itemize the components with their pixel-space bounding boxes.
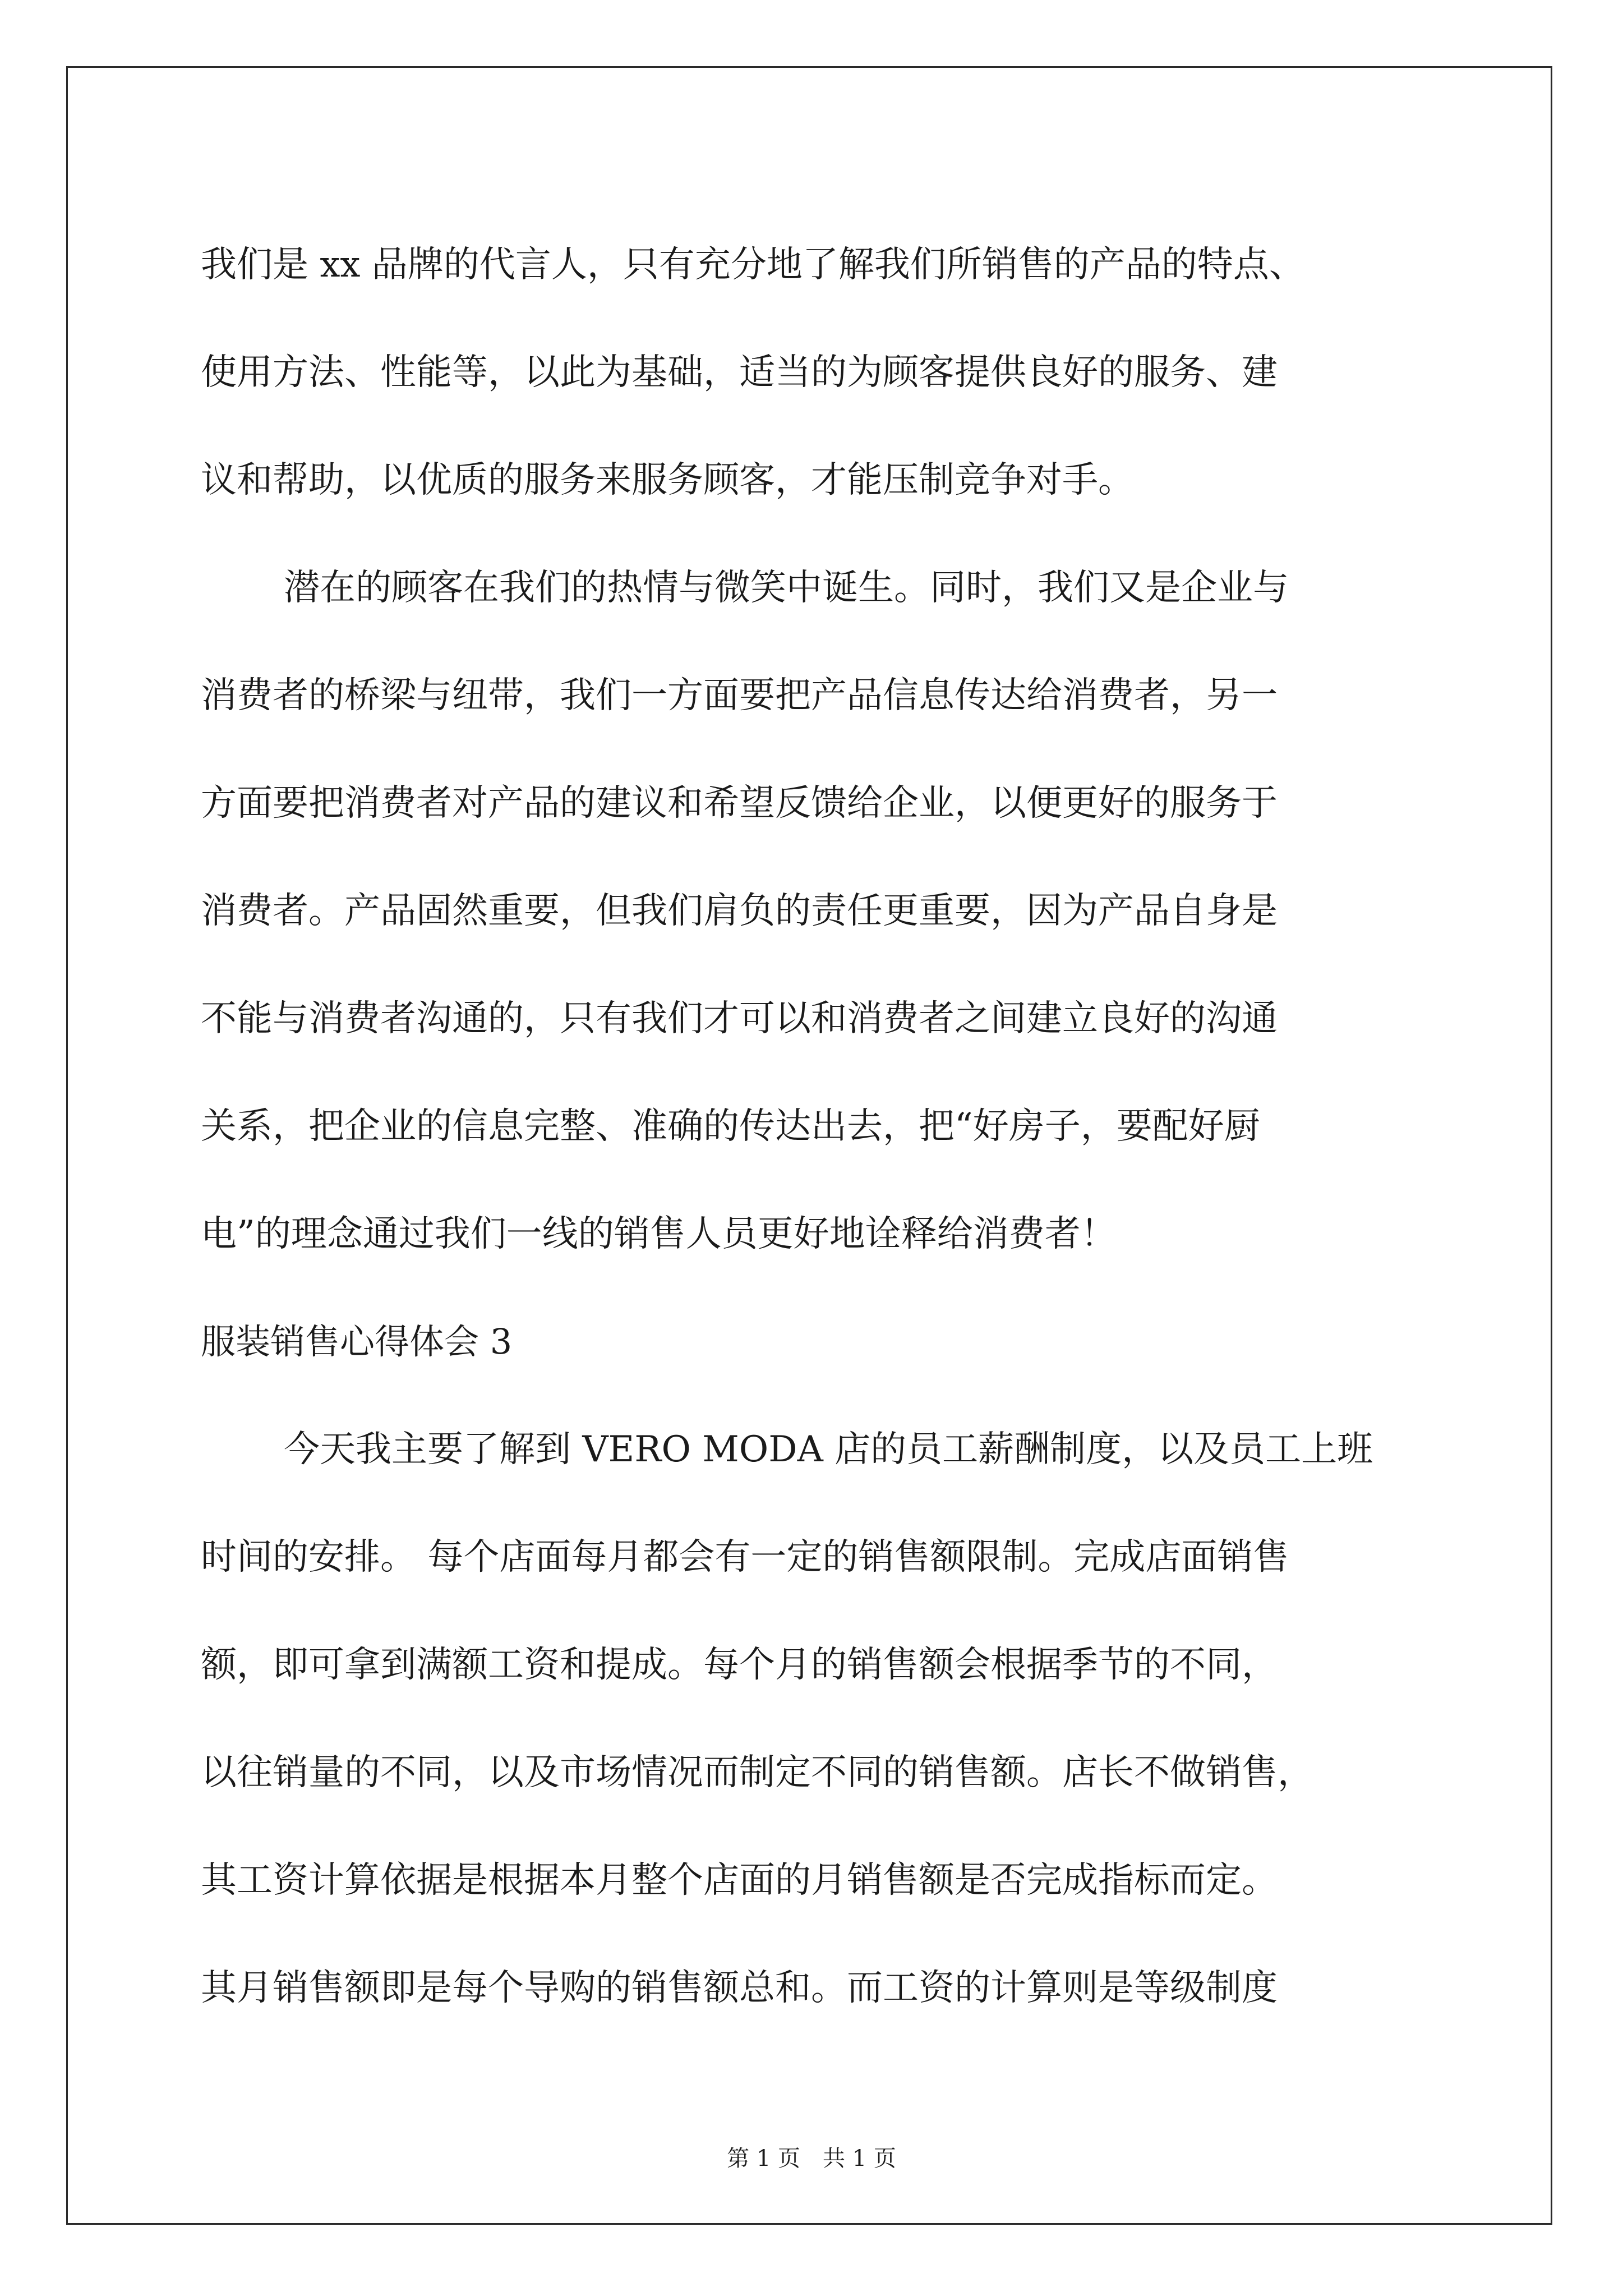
paragraph-line: 今天我主要了解到 VERO MODA 店的员工薪酬制度，以及员工上班 xyxy=(284,1429,1373,1470)
paragraph-line: 我们是 xx 品牌的代言人，只有充分地了解我们所销售的产品的特点、 xyxy=(201,244,1305,286)
paragraph-line: 消费者。产品固然重要，但我们肩负的责任更重要，因为产品自身是 xyxy=(201,890,1278,932)
paragraph-line: 电”的理念通过我们一线的销售人员更好地诠释给消费者！ xyxy=(201,1213,1117,1255)
page-number-footer: 第 1 页 共 1 页 xyxy=(727,2146,896,2171)
paragraph-line: 方面要把消费者对产品的建议和希望反馈给企业，以便更好的服务于 xyxy=(201,783,1278,824)
paragraph-line: 其月销售额即是每个导购的销售额总和。而工资的计算则是等级制度 xyxy=(201,1967,1278,2009)
paragraph-line: 不能与消费者沟通的，只有我们才可以和消费者之间建立良好的沟通 xyxy=(201,998,1278,1039)
paragraph-line: 其工资计算依据是根据本月整个店面的月销售额是否完成指标而定。 xyxy=(201,1860,1278,1901)
paragraph-line: 使用方法、性能等，以此为基础，适当的为顾客提供良好的服务、建 xyxy=(201,352,1278,393)
section-heading: 服装销售心得体会 3 xyxy=(201,1321,513,1362)
paragraph-line: 以往销量的不同，以及市场情况而制定不同的销售额。店长不做销售， xyxy=(201,1752,1313,1793)
paragraph-line: 关系，把企业的信息完整、准确的传达出去，把“好房子，要配好厨 xyxy=(201,1106,1260,1147)
paragraph-line: 议和帮助，以优质的服务来服务顾客，才能压制竞争对手。 xyxy=(201,459,1134,501)
paragraph-line: 时间的安排。 每个店面每月都会有一定的销售额限制。完成店面销售 xyxy=(201,1536,1289,1578)
paragraph-line: 消费者的桥梁与纽带，我们一方面要把产品信息传达给消费者，另一 xyxy=(201,675,1278,716)
paragraph-line: 额，即可拿到满额工资和提成。每个月的销售额会根据季节的不同， xyxy=(201,1644,1278,1686)
document-body xyxy=(201,211,1457,2042)
paragraph-line: 潜在的顾客在我们的热情与微笑中诞生。同时，我们又是企业与 xyxy=(284,567,1289,609)
